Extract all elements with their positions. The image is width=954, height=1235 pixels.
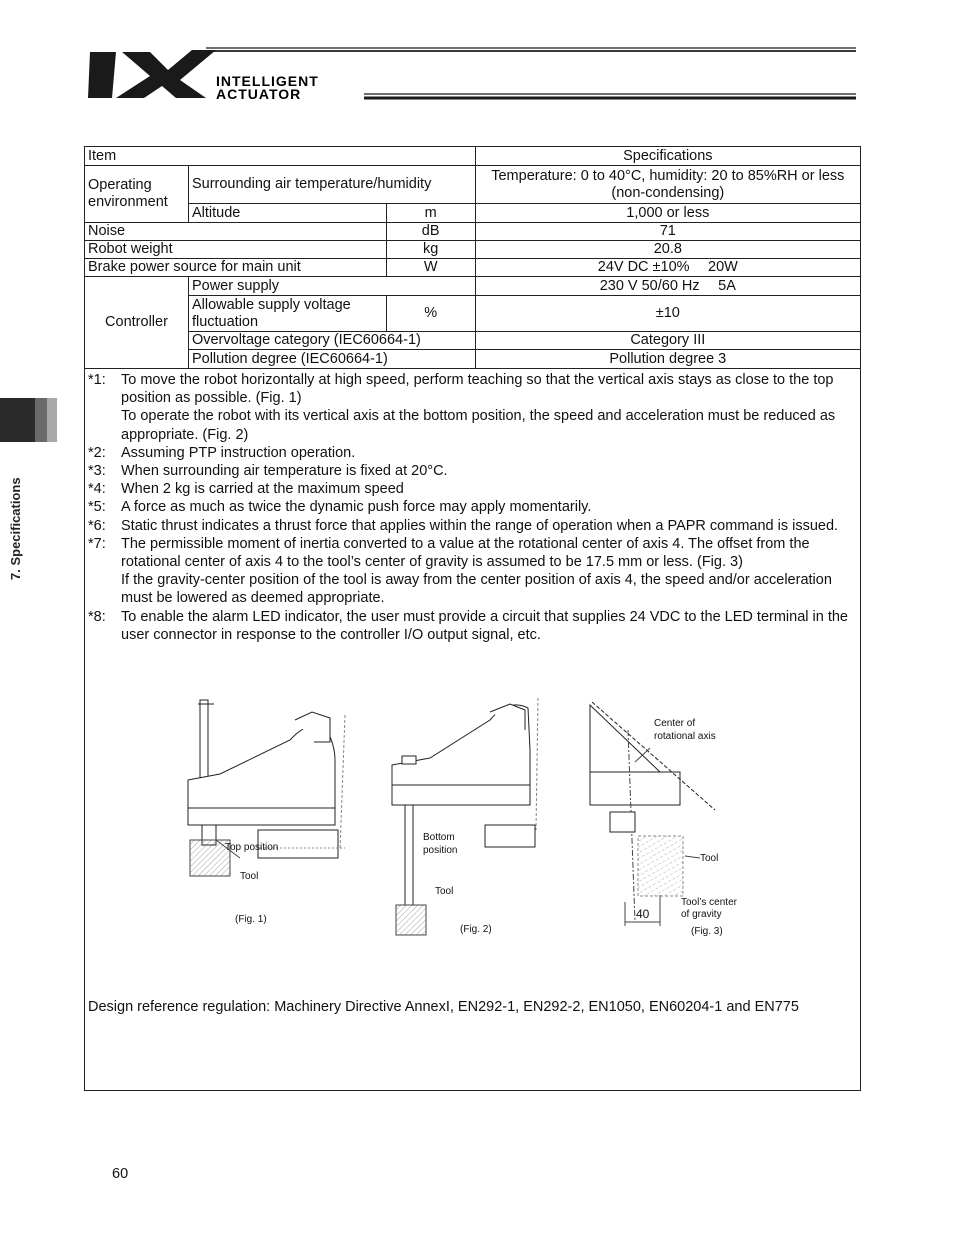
- fig3-cog-line2: of gravity: [681, 909, 722, 920]
- row-unit: kg: [386, 241, 475, 259]
- row-label: Overvoltage category (IEC60664-1): [188, 332, 475, 350]
- figure-2: [392, 698, 538, 935]
- figures: [180, 690, 760, 940]
- footnote-key: *8:: [88, 608, 106, 625]
- fig1-top-position: Top position: [225, 842, 279, 853]
- table-row: [85, 259, 861, 277]
- row-value: 71: [475, 223, 860, 241]
- row-unit: dB: [386, 223, 475, 241]
- fig3-caption: (Fig. 3): [691, 926, 723, 937]
- row-unit: W: [386, 259, 475, 277]
- header-spec: Specifications: [475, 147, 860, 166]
- footnote-key: *6:: [88, 517, 106, 534]
- table-row: [85, 223, 861, 241]
- footnote-key: *2:: [88, 444, 106, 461]
- footnote: [88, 535, 858, 608]
- table-header-row: [85, 147, 861, 166]
- table-row: [85, 204, 861, 223]
- fig2-bottom-line1: Bottom: [423, 832, 455, 843]
- footnote: [88, 517, 858, 535]
- chapter-label: 7. Specifications: [8, 477, 23, 580]
- row-value: 230 V 50/60 Hz 5A: [475, 277, 860, 296]
- fig1-tool: Tool: [240, 871, 259, 882]
- row-label: Brake power source for main unit: [85, 259, 387, 277]
- fig2-bottom-line2: position: [423, 845, 458, 856]
- logo-line-1: INTELLIGENT: [216, 73, 319, 89]
- table-row: [85, 277, 861, 296]
- row-label: Noise: [85, 223, 387, 241]
- logo-line-2: ACTUATOR: [216, 86, 302, 102]
- row-label: Allowable supply voltage fluctuation: [188, 296, 386, 332]
- footnote-key: *3:: [88, 463, 106, 480]
- table-row: [85, 166, 861, 204]
- row-label: Surrounding air temperature/humidity: [188, 166, 475, 204]
- row-value: 24V DC ±10% 20W: [475, 259, 860, 277]
- footnote: [88, 480, 858, 498]
- footnote-key: *7:: [88, 535, 106, 552]
- chapter-tab: [0, 398, 57, 442]
- row-unit: m: [386, 204, 475, 223]
- footnotes: [88, 371, 858, 644]
- footnote: [88, 444, 858, 462]
- row-value: 20.8: [475, 241, 860, 259]
- footnote-text: To enable the alarm LED indicator, the user must provide a circuit that supplies 24 VDC to the LED terminal in the user connector in response to the controller I/O output signal, etc.: [121, 608, 848, 643]
- footnote-key: *5:: [88, 499, 106, 516]
- page-number: 60: [112, 1166, 129, 1182]
- footnote: [88, 462, 858, 480]
- controller-label: Controller: [85, 277, 189, 369]
- env-label: Operating environment: [85, 166, 189, 223]
- logo-mark: [88, 50, 216, 98]
- footnote: [88, 371, 858, 444]
- footnote-text: The permissible moment of inertia converted to a value at the rotational center of axis 4. The offset from the rotational center of axis 4 to the tool’s center of gravity is assumed to be 17.5 mm or less. (Fig. 3) If the gravity-center position of the tool is away from the center position of axis 4, the speed and/or acceleration must be lowered as deemed appropriate.: [121, 535, 832, 607]
- footnote-text: When surrounding air temperature is fixed at 20°C.: [121, 463, 448, 480]
- row-value: Category III: [475, 332, 860, 350]
- footnote-text: To move the robot horizontally at high speed, perform teaching so that the vertical axis stays as close to the top position as possible. (Fig. 1) To operate the robot with its vertical axis at the bottom position, the speed and acceleration must be reduced as appropriate. (Fig. 2): [121, 372, 836, 443]
- footnote-key: *4:: [88, 481, 106, 498]
- design-reference: Design reference regulation: Machinery Directive AnnexI, EN292-1, EN292-2, EN1050, EN60204-1 and EN775: [88, 999, 799, 1015]
- table-row: [85, 296, 861, 332]
- row-label: Altitude: [188, 204, 386, 223]
- row-value: 1,000 or less: [475, 204, 860, 223]
- row-label: Pollution degree (IEC60664-1): [188, 350, 475, 369]
- table-row: [85, 241, 861, 259]
- row-value: ±10: [475, 296, 860, 332]
- footnote-key: *1:: [88, 372, 106, 388]
- row-label: Power supply: [188, 277, 475, 296]
- fig1-caption: (Fig. 1): [235, 914, 267, 925]
- row-label: Robot weight: [85, 241, 387, 259]
- fig3-tool: Tool: [700, 853, 719, 864]
- footnote: [88, 498, 858, 516]
- table-row: [85, 332, 861, 350]
- footnote-text: A force as much as twice the dynamic push force may apply momentarily.: [121, 499, 592, 516]
- fig2-caption: (Fig. 2): [460, 924, 492, 935]
- fig3-center-line1: Center of: [654, 718, 696, 729]
- table-row: [85, 350, 861, 369]
- header-item: Item: [85, 147, 476, 166]
- fig3-center-line2: rotational axis: [654, 731, 716, 742]
- row-value: Temperature: 0 to 40°C, humidity: 20 to 85%RH or less (non-condensing): [475, 166, 860, 204]
- company-logo: [88, 46, 858, 106]
- fig3-cog-line1: Tool’s center: [681, 897, 737, 908]
- row-value: Pollution degree 3: [475, 350, 860, 369]
- row-unit: %: [386, 296, 475, 332]
- footnote-text: Assuming PTP instruction operation.: [121, 444, 356, 461]
- footnote: [88, 608, 858, 644]
- fig3-dimension: 40: [636, 907, 650, 921]
- fig2-tool: Tool: [435, 886, 454, 897]
- footnote-text: When 2 kg is carried at the maximum speed: [121, 481, 404, 498]
- footnote-text: Static thrust indicates a thrust force that applies within the range of operation when a PAPR command is issued.: [121, 517, 839, 534]
- spec-table: [84, 146, 861, 369]
